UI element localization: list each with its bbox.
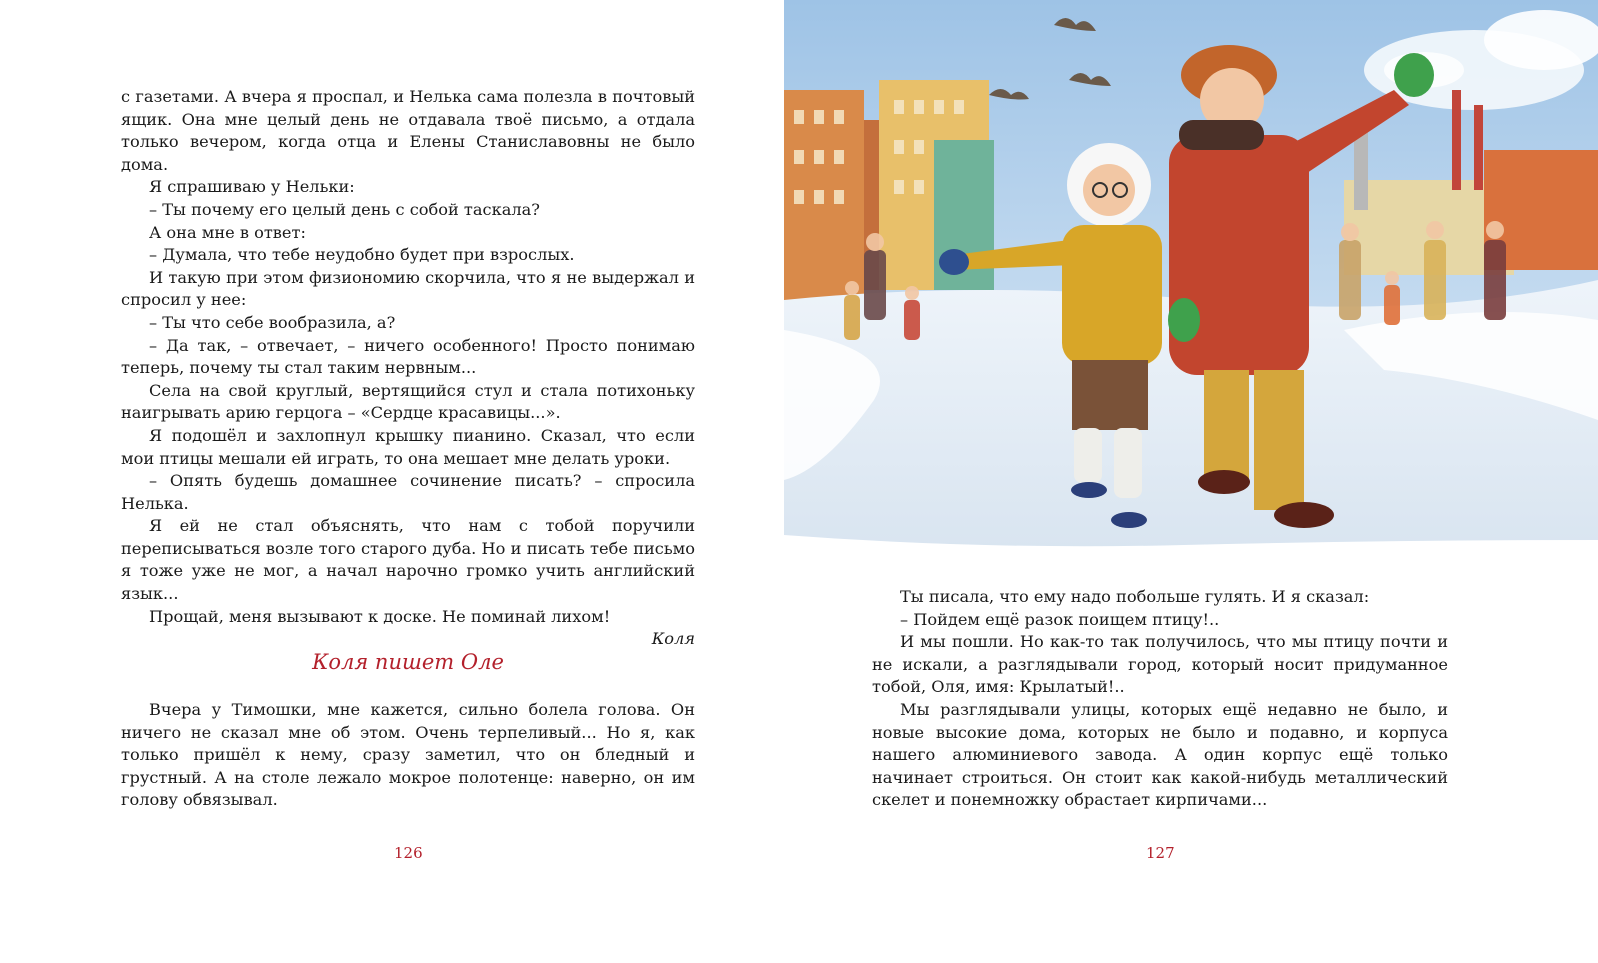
paragraph: Прощай, меня вызывают к доске. Не поминай лихом! [149,606,611,626]
paragraph: Мы разглядывали улицы, которых ещё недавно не было, и новые высокие дома, которых не было и подавно, и корпуса нашего алюминиевого завода. А один корпус ещё только начинает строиться. Он стоит как какой-нибудь металлический скелет и понемножку обрастает кирпичами... [872,699,1448,810]
page-number-right: 127 [1146,844,1175,862]
right-page [784,0,1598,963]
paragraph: Я подошёл и захлопнул крышку пианино. Сказал, что если мои птицы мешали ей играть, то она мешает мне делать уроки. [121,425,695,468]
paragraph: – Опять будешь домашнее сочинение писать? – спросила Нелька. [121,471,695,513]
left-page-text [121,86,695,651]
paragraph: Села на свой круглый, вертящийся стул и стала потихоньку наигрывать арию герцога – «Сердце красавицы...». [121,380,695,423]
chapter-title: Коля пишет Оле [312,650,504,674]
left-page [0,0,784,963]
paragraph: Вчера у Тимошки, мне кажется, сильно болела голова. Он ничего не сказал мне об этом. Очень терпеливый... Но я, как только пришёл к нему, сразу заметил, что он бледный и грустный. А на столе лежало мокрое полотенце: наверно, он им голову обвязывал. [121,700,695,810]
winter-city-illustration [784,0,1598,560]
paragraph: – Думала, что тебе неудобно будет при взрослых. [149,245,575,265]
paragraph: А она мне в ответ: [149,222,306,242]
paragraph: – Ты что себе вообразила, а? [149,312,396,332]
paragraph: И такую при этом физиономию скорчила, что я не выдержал и спросил у нее: [121,267,695,310]
paragraph: И мы пошли. Но как-то так получилось, что мы птицу почти и не искали, а разглядывали город, который носит придуманное тобой, Оля, имя: Крылатый!.. [872,632,1448,697]
paragraph: Я спрашиваю у Нельки: [149,177,355,197]
paragraph: с газетами. А вчера я проспал, и Нелька сама полезла в почтовый ящик. Она мне целый день не отдавала твоё письмо, а отдала только вечером, когда отца и Елены Станиславовны не было дома. [121,87,695,174]
chapter-text [121,699,695,812]
letter-signature: Коля [651,629,695,649]
right-page-text [872,586,1448,812]
paragraph: Ты писала, что ему надо побольше гулять. И я сказал: [900,587,1370,606]
page-number-left: 126 [394,844,423,862]
paragraph: – Да так, – отвечает, – ничего особенного! Просто понимаю теперь, почему ты стал таким нервным... [121,335,695,378]
paragraph: – Пойдем ещё разок поищем птицу!.. [900,609,1220,629]
paragraph: – Ты почему его целый день с собой таскала? [149,199,540,219]
paragraph: Я ей не стал объяснять, что нам с тобой поручили переписываться возле того старого дуба. Но и писать тебе письмо я тоже уже не мог, а начал нарочно громко учить английский язык... [121,516,695,604]
